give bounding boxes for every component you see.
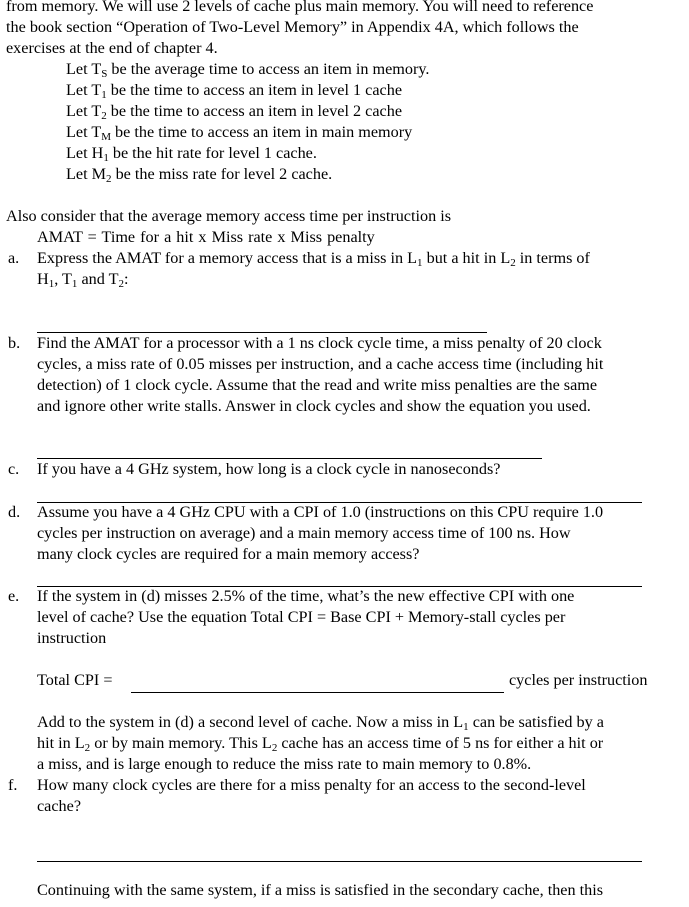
closing-line: Continuing with the same system, if a miss is satisfied in the secondary cache, then this	[37, 881, 604, 899]
question-c-label: c.	[8, 460, 20, 478]
definition-m2: Let $M_2$ be the miss rate for level 2 cache.	[66, 165, 333, 185]
intro-line-2: the book section “Operation of Two-Level Memory” in Appendix 4A, which follows the	[6, 18, 579, 36]
question-b-line-2: cycles, a miss rate of 0.05 misses per instruction, and a cache access time (including hit	[37, 355, 604, 373]
question-d-line-1: Assume you have a 4 GHz CPU with a CPI of 1.0 (instructions on this CPU require 1.0	[37, 503, 604, 521]
second-level-line-2: hit in $L_2$ or by main memory. This $L_2$ cache has an access time of 5 ns for either a hit or	[37, 734, 604, 754]
second-level-line-1: Add to the system in (d) a second level of cache. Now a miss in $L_1$ can be satisfied by a	[37, 713, 604, 733]
total-cpi-input-line[interactable]	[131, 692, 504, 693]
question-e-label: e.	[8, 587, 20, 605]
definition-ts: Let $T_S$ be the average time to access an item in memory.	[66, 60, 430, 80]
question-a-line-2: $H_1$, $T_1$ and $T_2$:	[37, 270, 129, 290]
question-c-line: If you have a 4 GHz system, how long is a clock cycle in nanoseconds?	[37, 460, 501, 478]
question-b-line-1: Find the AMAT for a processor with a 1 ns clock cycle time, a miss penalty of 20 clock	[37, 334, 602, 352]
total-cpi-label: Total CPI =	[37, 671, 113, 689]
intro-line-3: exercises at the end of chapter 4.	[6, 39, 218, 57]
amat-intro: Also consider that the average memory access time per instruction is	[6, 207, 452, 225]
question-e-line-1: If the system in (d) misses 2.5% of the time, what’s the new effective CPI with one	[37, 587, 575, 605]
question-a-line-1: Express the AMAT for a memory access that is a miss in $L_1$ but a hit in $L_2$ in terms of	[37, 249, 590, 269]
question-d-label: d.	[8, 503, 21, 521]
definition-t2: Let $T_2$ be the time to access an item in level 2 cache	[66, 102, 403, 122]
question-f-label: f.	[8, 776, 18, 794]
question-b-line-4: and ignore other write stalls. Answer in clock cycles and show the equation you used.	[37, 397, 591, 415]
definition-t1: Let $T_1$ be the time to access an item in level 1 cache	[66, 81, 403, 101]
question-d-line-3: many clock cycles are required for a main memory access?	[37, 545, 420, 563]
question-b-label: b.	[8, 334, 21, 352]
definition-tm: Let $T_M$ be the time to access an item in main memory	[66, 123, 413, 143]
question-d-line-2: cycles per instruction on average) and a main memory access time of 100 ns. How	[37, 524, 571, 542]
question-f-line-1: How many clock cycles are there for a miss penalty for an access to the second-level	[37, 776, 586, 794]
second-level-line-3: a miss, and is large enough to reduce the miss rate to main memory to 0.8%.	[37, 755, 532, 773]
question-e-line-2: level of cache? Use the equation Total CPI = Base CPI + Memory-stall cycles per	[37, 608, 566, 626]
intro-line-1: from memory. We will use 2 levels of cache plus main memory. You will need to reference	[6, 0, 594, 15]
question-e-line-3: instruction	[37, 629, 107, 647]
answer-line-f[interactable]	[37, 861, 642, 862]
question-a-label: a.	[8, 249, 20, 267]
amat-formula: AMAT = Time for a hit x Miss rate x Miss penalty	[37, 228, 375, 246]
definition-h1: Let $H_1$ be the hit rate for level 1 cache.	[66, 144, 317, 164]
total-cpi-unit: cycles per instruction	[509, 671, 648, 689]
question-f-line-2: cache?	[37, 797, 82, 815]
question-b-line-3: detection) of 1 clock cycle. Assume that the read and write miss penalties are the same	[37, 376, 598, 394]
